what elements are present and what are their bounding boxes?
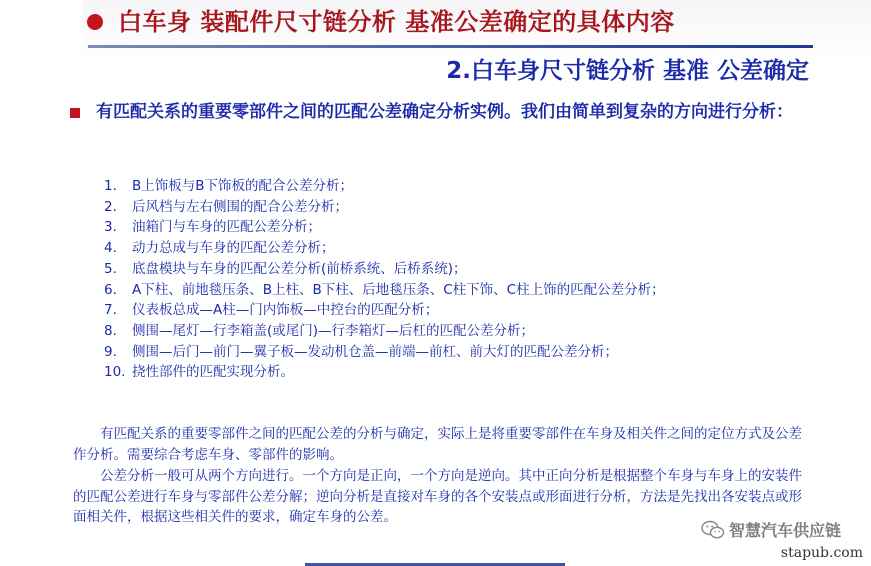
list-item bbox=[104, 217, 665, 238]
list-item-number: 4. bbox=[104, 240, 117, 257]
list-item-text: A下柱、前地毯压条、B上柱、B下柱、后地毯压条、C柱下饰、C柱上饰的匹配公差分析； bbox=[132, 281, 665, 298]
list-item-text: 油箱门与车身的匹配公差分析； bbox=[132, 219, 321, 236]
list-item-text: 底盘模块与车身的匹配公差分析(前桥系统、后桥系统)； bbox=[132, 260, 467, 277]
watermark-name: 智慧汽车供应链 bbox=[728, 521, 841, 540]
watermark bbox=[701, 518, 841, 541]
list-item-text: 侧围—尾灯—行李箱盖(或尾门)—行李箱灯—后杠的匹配公差分析； bbox=[132, 322, 535, 339]
list-item-number: 6. bbox=[104, 281, 117, 298]
list-item-text: B上饰板与B下饰板的配合公差分析； bbox=[132, 178, 354, 194]
title-bullet-icon bbox=[87, 14, 103, 30]
intro-text: 有匹配关系的重要零部件之间的匹配公差确定分析实例。我们由简单到复杂的方向进行分析： bbox=[96, 102, 793, 122]
list-item bbox=[104, 259, 665, 280]
list-item bbox=[104, 362, 665, 383]
intro-bullet-icon bbox=[70, 108, 80, 118]
list-item-text: 挠性部件的匹配实现分析。 bbox=[132, 364, 294, 381]
list-item bbox=[104, 300, 665, 321]
list-item bbox=[104, 342, 665, 363]
list-item-number: 2. bbox=[104, 198, 117, 215]
explanation-paragraph-1: 有匹配关系的重要零部件之间的匹配公差的分析与确定，实际上是将重要零部件在车身及相关件之间的定位方式及公差作分析。需要综合考虑车身、零部件的影响。 bbox=[73, 426, 802, 463]
list-item-number: 7. bbox=[104, 302, 117, 319]
analysis-list bbox=[104, 176, 665, 383]
list-item-text: 动力总成与车身的匹配公差分析； bbox=[132, 240, 335, 257]
list-item-number: 8. bbox=[104, 322, 117, 339]
list-item-text: 侧围—后门—前门—翼子板—发动机仓盖—前端—前杠、前大灯的匹配公差分析； bbox=[132, 343, 618, 360]
list-item-number: 5. bbox=[104, 260, 117, 277]
list-item bbox=[104, 197, 665, 218]
list-item bbox=[104, 280, 665, 301]
list-item-text: 后风档与左右侧围的配合公差分析； bbox=[132, 198, 348, 215]
explanation-paragraph-2: 公差分析一般可从两个方向进行。一个方向是正向，一个方向是逆向。其中正向分析是根据整个车身与车身上的安装件的匹配公差进行车身与零部件公差分解；逆向分析是直接对车身的各个安装点或形面进行分析，方法是先找出各安装点或形面相关件，根据这些相关件的要求，确定车身的公差。 bbox=[73, 468, 802, 526]
list-item bbox=[104, 238, 665, 259]
list-item-number: 1. bbox=[104, 178, 117, 194]
wechat-icon bbox=[701, 520, 725, 540]
list-item-number: 10. bbox=[104, 364, 126, 381]
section-subtitle: 2.白车身尺寸链分析 基准 公差确定 bbox=[446, 58, 809, 84]
watermark-site: stapub.com bbox=[780, 545, 863, 561]
list-item bbox=[104, 321, 665, 342]
list-item-text: 仪表板总成—A柱—门内饰板—中控台的匹配分析； bbox=[132, 302, 439, 319]
list-item-number: 9. bbox=[104, 343, 117, 360]
title-divider bbox=[88, 45, 813, 48]
page-title: 白车身 装配件尺寸链分析 基准公差确定的具体内容 bbox=[118, 8, 675, 36]
list-item bbox=[104, 176, 665, 197]
list-item-number: 3. bbox=[104, 219, 117, 236]
